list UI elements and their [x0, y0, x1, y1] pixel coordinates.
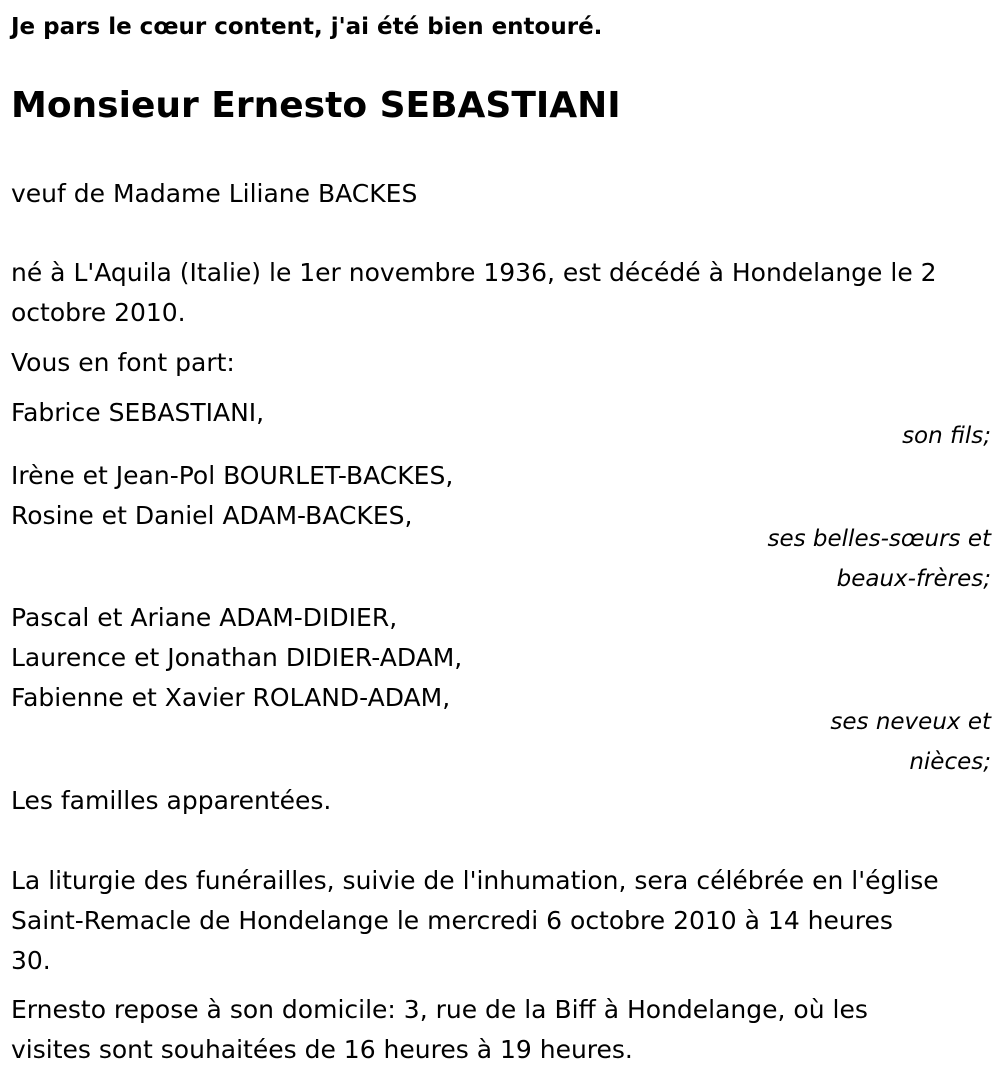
- family-inlaw-name-2: Rosine et Daniel ADAM-BACKES,: [11, 501, 413, 530]
- liturgy-line-2: Saint-Remacle de Hondelange le mercredi 6 octobre 2010 à 14 heures: [11, 906, 893, 935]
- family-inlaw-name-1: Irène et Jean-Pol BOURLET-BACKES,: [11, 461, 454, 490]
- family-nephew-name-1: Pascal et Ariane ADAM-DIDIER,: [11, 603, 398, 632]
- family-inlaw-relation-1: ses belles-sœurs et: [767, 526, 991, 552]
- birth-death-line-2: octobre 2010.: [11, 298, 186, 327]
- liturgy-line-1: La liturgie des funérailles, suivie de l'inhumation, sera célébrée en l'église: [11, 866, 939, 895]
- family-nephew-name-2: Laurence et Jonathan DIDIER-ADAM,: [11, 643, 463, 672]
- deceased-name: Monsieur Ernesto SEBASTIANI: [11, 85, 621, 126]
- widower-of: veuf de Madame Liliane BACKES: [11, 179, 418, 208]
- visit-line-2: visites sont souhaitées de 16 heures à 19 heures.: [11, 1035, 633, 1064]
- birth-death-line-1: né à L'Aquila (Italie) le 1er novembre 1936, est décédé à Hondelange le 2: [11, 258, 937, 287]
- announce-text: Vous en font part:: [11, 348, 235, 377]
- liturgy-line-3: 30.: [11, 946, 51, 975]
- family-nephew-relation-1: ses neveux et: [830, 709, 991, 735]
- family-son-name: Fabrice SEBASTIANI,: [11, 398, 265, 427]
- family-nephew-name-3: Fabienne et Xavier ROLAND-ADAM,: [11, 683, 451, 712]
- family-related: Les familles apparentées.: [11, 786, 332, 815]
- family-nephew-relation-2: nièces;: [909, 749, 991, 775]
- family-inlaw-relation-2: beaux-frères;: [836, 566, 991, 592]
- family-son-relation: son fils;: [902, 423, 991, 449]
- motto-heading: Je pars le cœur content, j'ai été bien entouré.: [11, 14, 603, 40]
- visit-line-1: Ernesto repose à son domicile: 3, rue de la Biff à Hondelange, où les: [11, 995, 868, 1024]
